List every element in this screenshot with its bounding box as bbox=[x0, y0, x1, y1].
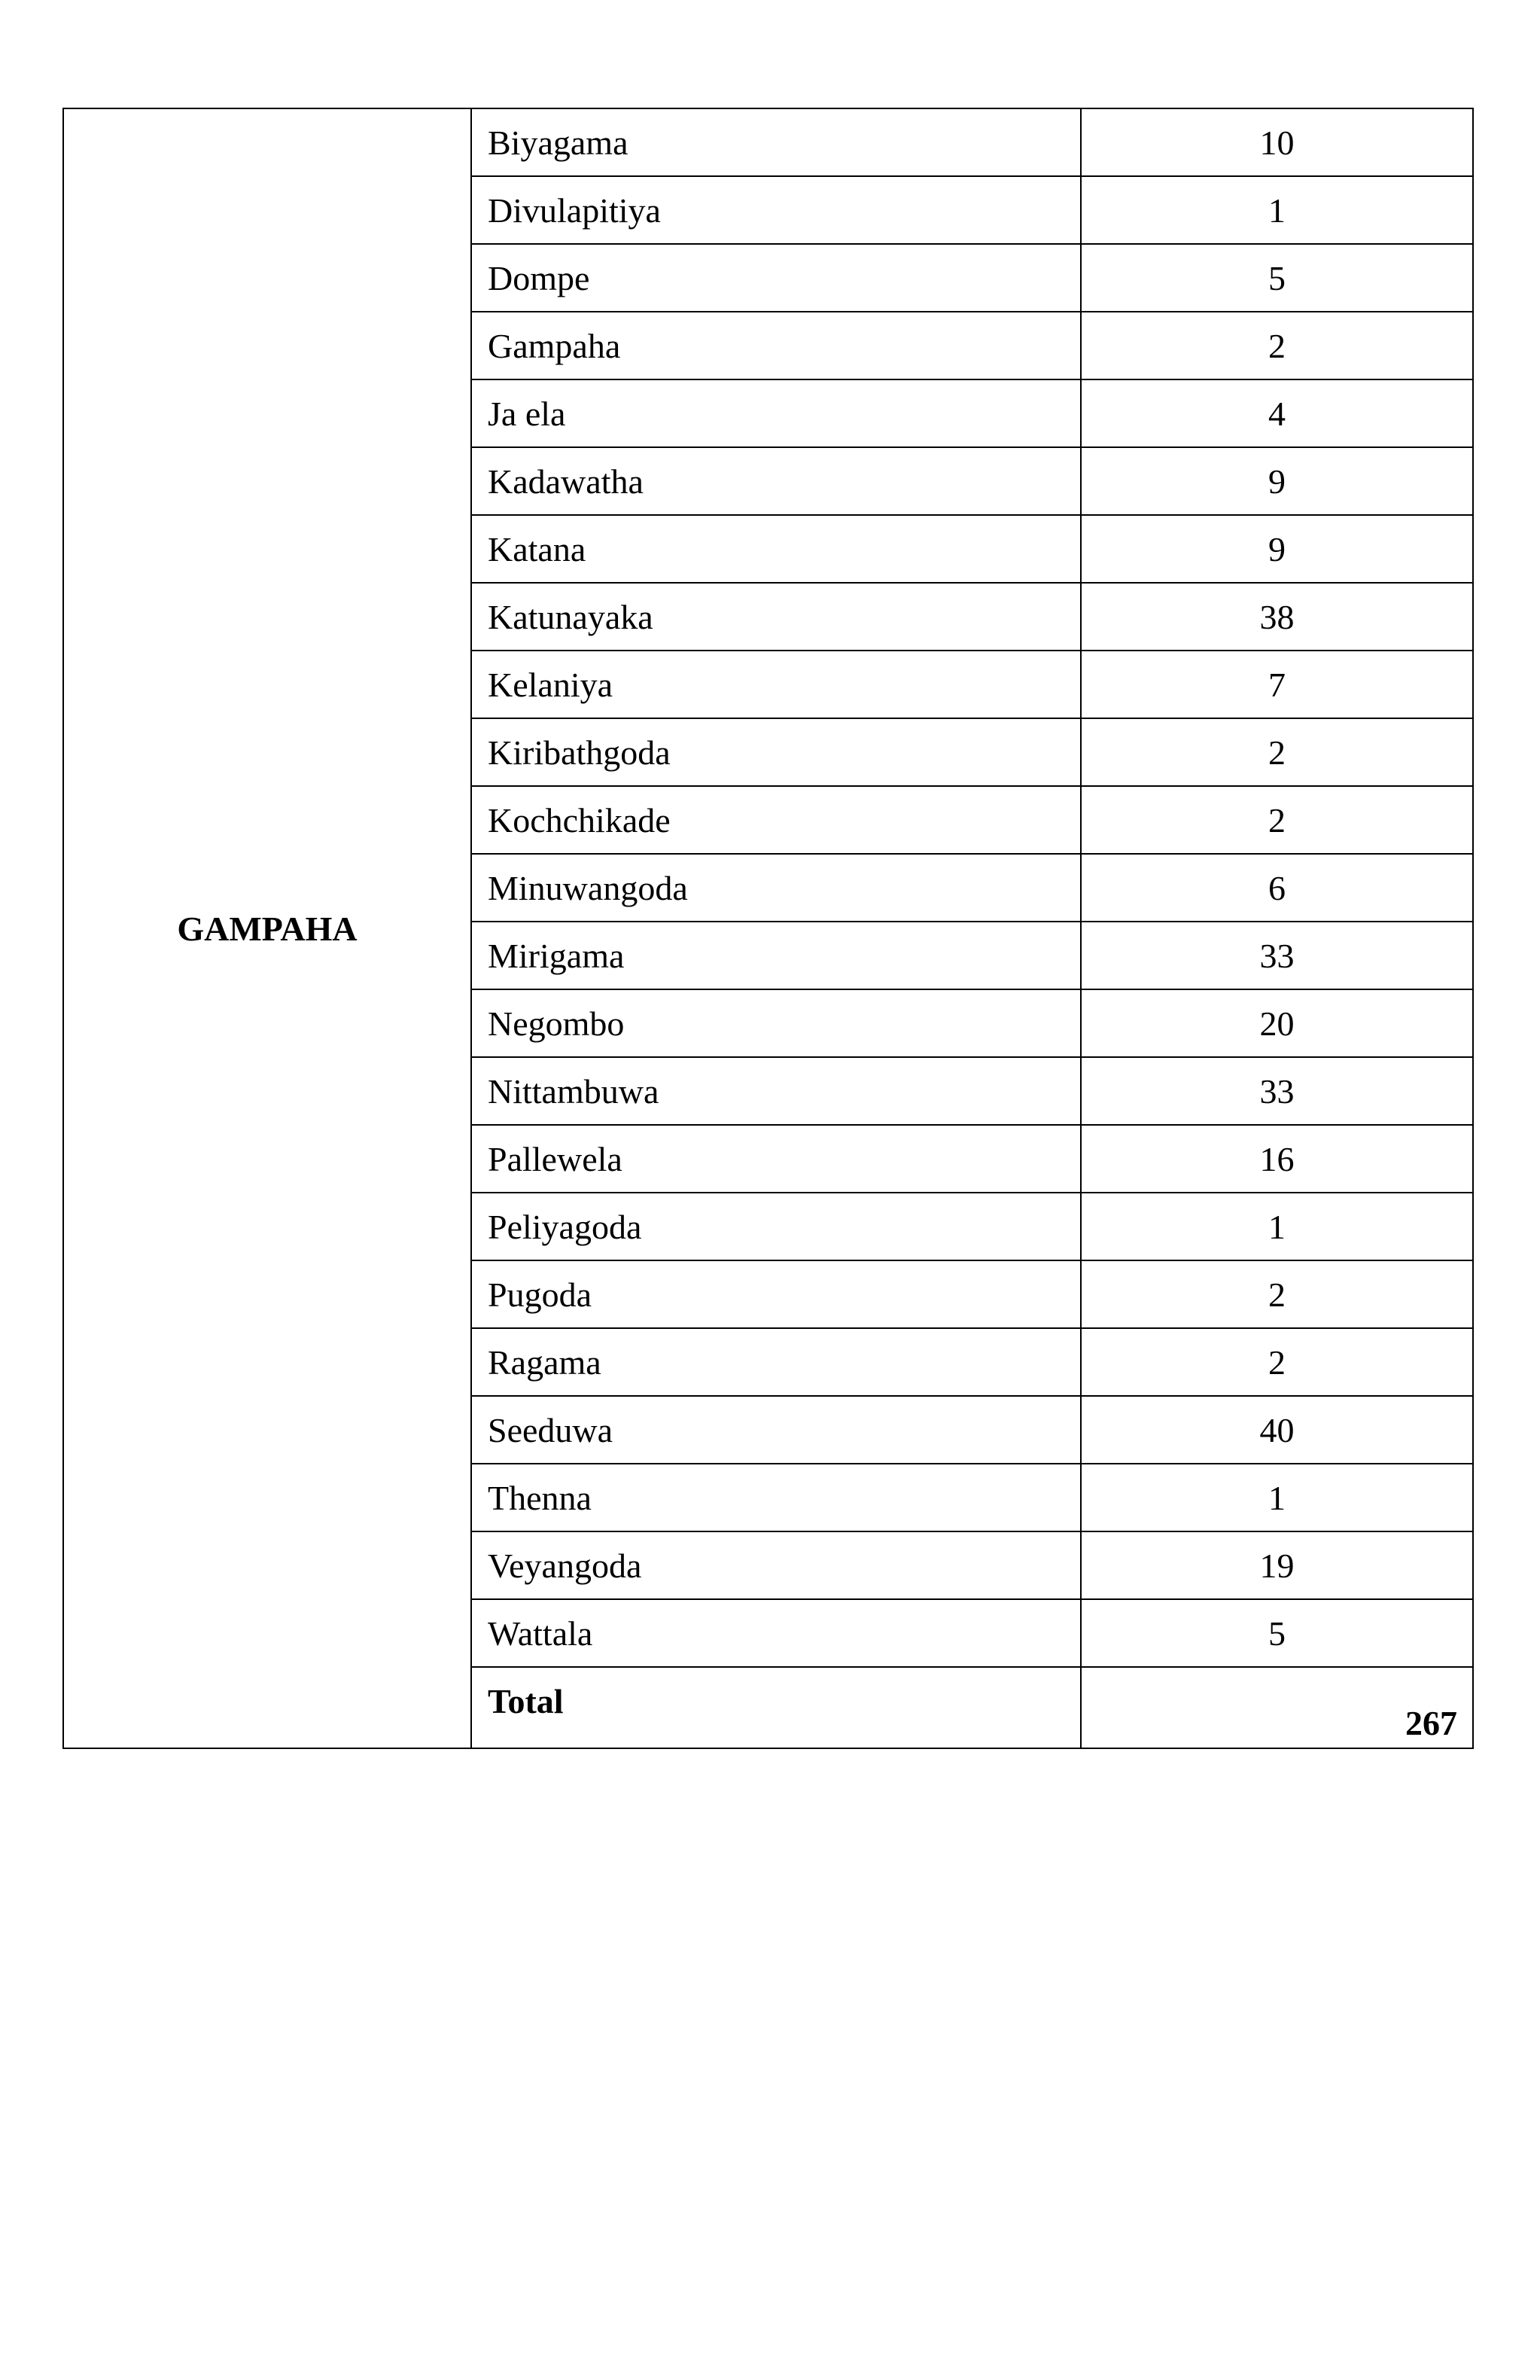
count-cell: 40 bbox=[1081, 1396, 1473, 1464]
count-cell: 33 bbox=[1081, 1057, 1473, 1125]
count-cell: 6 bbox=[1081, 854, 1473, 922]
place-name-cell: Veyangoda bbox=[471, 1531, 1081, 1599]
place-name-cell: Kochchikade bbox=[471, 786, 1081, 854]
place-name-cell: Kelaniya bbox=[471, 651, 1081, 718]
place-name-cell: Pallewela bbox=[471, 1125, 1081, 1193]
count-cell: 1 bbox=[1081, 1464, 1473, 1531]
count-cell: 20 bbox=[1081, 989, 1473, 1057]
count-cell: 19 bbox=[1081, 1531, 1473, 1599]
place-name-cell: Ragama bbox=[471, 1328, 1081, 1396]
count-cell: 2 bbox=[1081, 786, 1473, 854]
count-cell: 5 bbox=[1081, 1599, 1473, 1667]
total-label: Total bbox=[471, 1667, 1081, 1748]
total-value: 267 bbox=[1081, 1667, 1473, 1748]
count-cell: 9 bbox=[1081, 447, 1473, 515]
count-cell: 38 bbox=[1081, 583, 1473, 651]
table-row bbox=[63, 108, 1473, 176]
table-body bbox=[63, 108, 1473, 1748]
place-name-cell: Ja ela bbox=[471, 379, 1081, 447]
district-name: GAMPAHA bbox=[63, 108, 471, 1748]
place-name-cell: Mirigama bbox=[471, 922, 1081, 989]
place-name-cell: Biyagama bbox=[471, 108, 1081, 176]
place-name-cell: Wattala bbox=[471, 1599, 1081, 1667]
count-cell: 1 bbox=[1081, 1193, 1473, 1260]
count-cell: 9 bbox=[1081, 515, 1473, 583]
count-cell: 2 bbox=[1081, 718, 1473, 786]
place-name-cell: Nittambuwa bbox=[471, 1057, 1081, 1125]
place-name-cell: Divulapitiya bbox=[471, 176, 1081, 244]
place-name-cell: Dompe bbox=[471, 244, 1081, 312]
place-name-cell: Gampaha bbox=[471, 312, 1081, 379]
count-cell: 10 bbox=[1081, 108, 1473, 176]
count-cell: 2 bbox=[1081, 1328, 1473, 1396]
place-name-cell: Pugoda bbox=[471, 1260, 1081, 1328]
place-name-cell: Katunayaka bbox=[471, 583, 1081, 651]
place-name-cell: Thenna bbox=[471, 1464, 1081, 1531]
place-name-cell: Seeduwa bbox=[471, 1396, 1081, 1464]
district-table bbox=[62, 108, 1474, 1749]
count-cell: 2 bbox=[1081, 312, 1473, 379]
count-cell: 4 bbox=[1081, 379, 1473, 447]
count-cell: 16 bbox=[1081, 1125, 1473, 1193]
place-name-cell: Minuwangoda bbox=[471, 854, 1081, 922]
place-name-cell: Katana bbox=[471, 515, 1081, 583]
count-cell: 2 bbox=[1081, 1260, 1473, 1328]
count-cell: 5 bbox=[1081, 244, 1473, 312]
place-name-cell: Negombo bbox=[471, 989, 1081, 1057]
count-cell: 1 bbox=[1081, 176, 1473, 244]
place-name-cell: Kadawatha bbox=[471, 447, 1081, 515]
place-name-cell: Kiribathgoda bbox=[471, 718, 1081, 786]
count-cell: 7 bbox=[1081, 651, 1473, 718]
count-cell: 33 bbox=[1081, 922, 1473, 989]
place-name-cell: Peliyagoda bbox=[471, 1193, 1081, 1260]
